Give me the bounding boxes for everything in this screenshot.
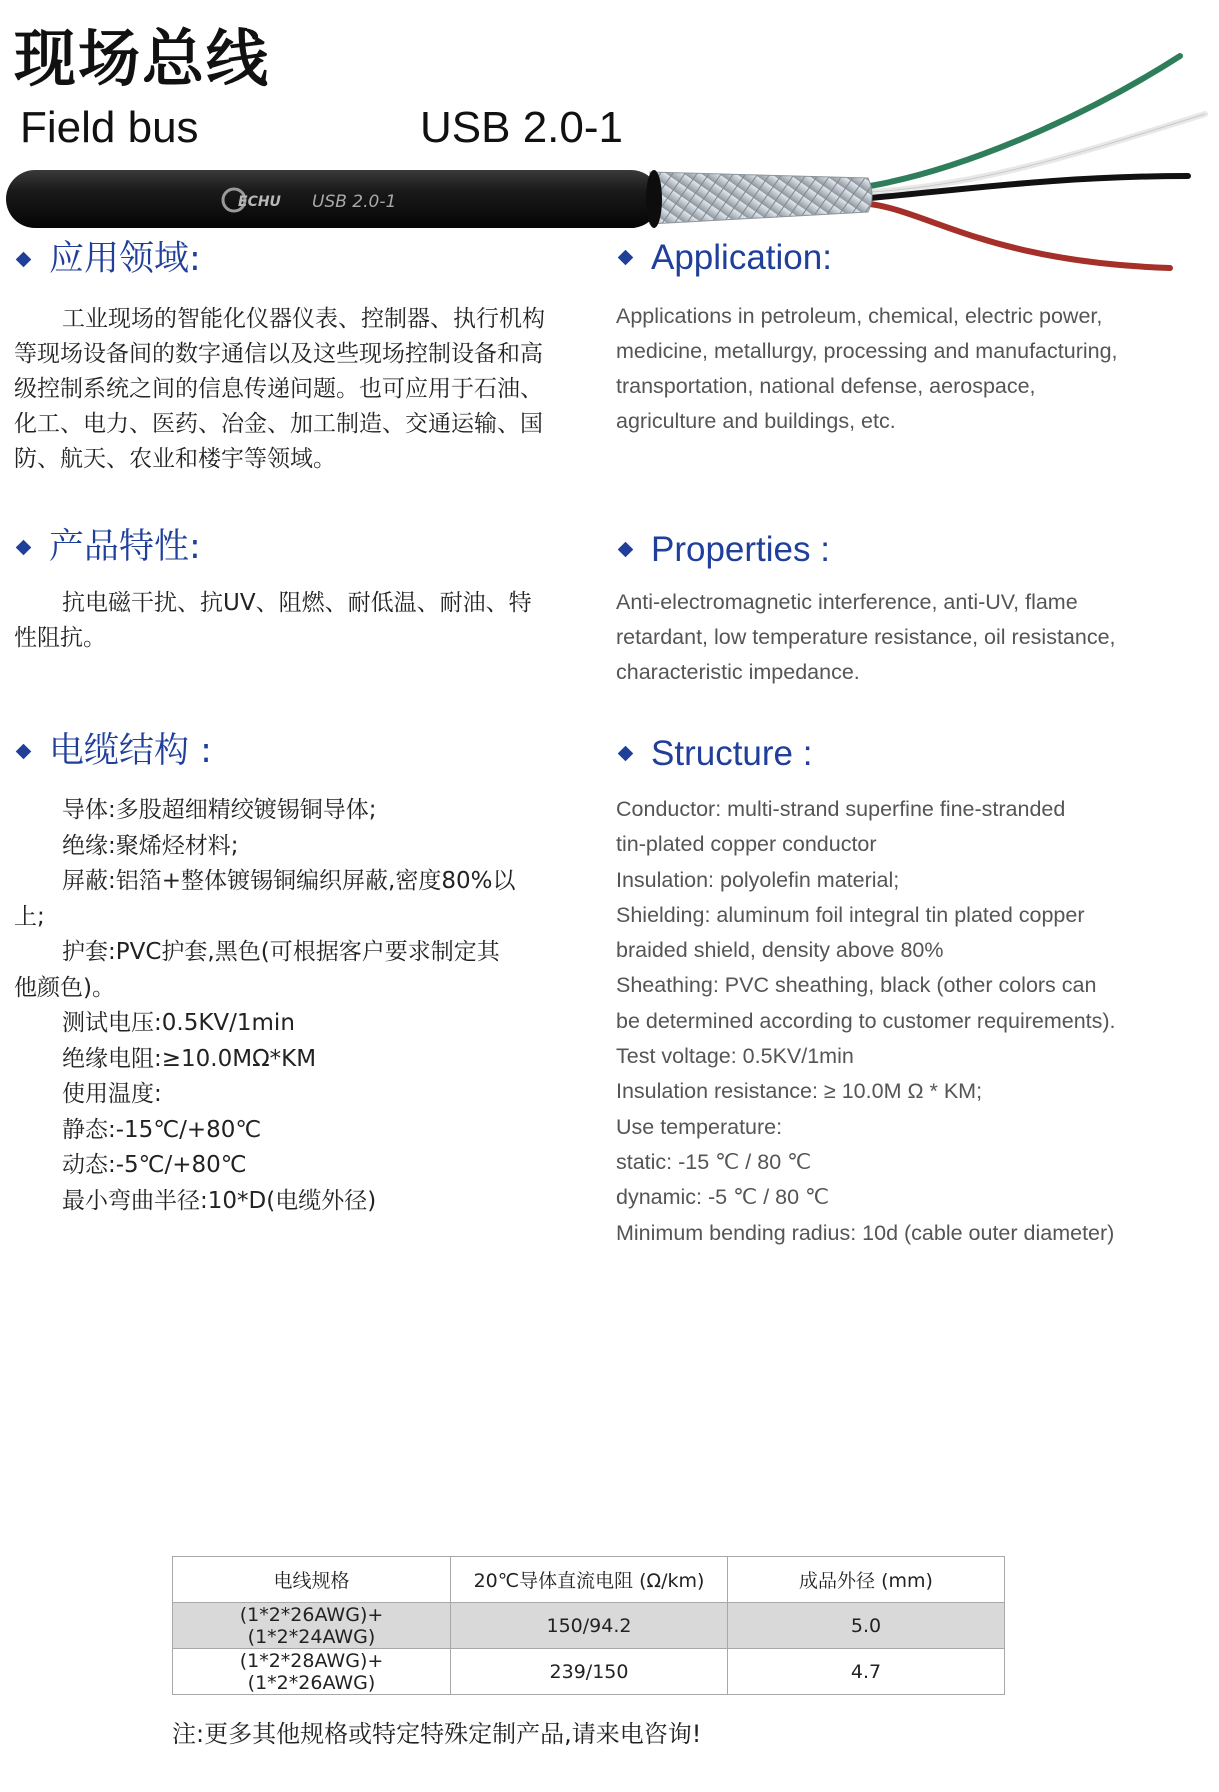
structure-heading-en: Structure : xyxy=(616,736,812,771)
application-heading-cn: 应用领域: xyxy=(14,242,201,277)
table-header-cell: 电线规格 xyxy=(173,1557,451,1603)
cable-brand-print: ECHU xyxy=(238,194,281,210)
properties-heading-cn: 产品特性: xyxy=(14,530,201,565)
properties-text-en: Anti-electromagnetic interference, anti-UV, flame retardant, low temperature resistance, oil resistance, characteristic impedance. xyxy=(616,590,1116,684)
footnote: 注:更多其他规格或特定特殊定制产品,请来电咨询! xyxy=(172,1720,702,1748)
table-cell: (1*2*26AWG)+(1*2*24AWG) xyxy=(173,1603,451,1649)
page-title-en: Field bus xyxy=(20,103,199,152)
properties-text-cn: 抗电磁干扰、抗UV、阻燃、耐低温、耐油、特 性阻抗。 xyxy=(14,590,532,651)
table-header-row xyxy=(173,1557,1005,1603)
application-text-en: Applications in petroleum, chemical, electric power, medicine, metallurgy, processing and manufacturing, transportation, national defense, aerospace, agriculture and buildings, etc. xyxy=(616,304,1118,433)
structure-heading-cn: 电缆结构 : xyxy=(14,734,212,769)
diamond-bullet-icon xyxy=(618,250,634,266)
cable-model-print: USB 2.0-1 xyxy=(312,192,397,212)
properties-heading-en: Properties : xyxy=(616,532,830,567)
braided-shield xyxy=(650,172,872,224)
page-title-cn: 现场总线 xyxy=(14,22,271,95)
diamond-bullet-icon xyxy=(618,746,634,762)
table-cell: 239/150 xyxy=(451,1649,728,1695)
diamond-bullet-icon xyxy=(16,252,32,268)
wire-red xyxy=(870,204,1170,268)
table-cell: 4.7 xyxy=(728,1649,1005,1695)
application-heading-en: Application: xyxy=(616,240,832,275)
model-number: USB 2.0-1 xyxy=(420,103,623,152)
diamond-bullet-icon xyxy=(618,542,634,558)
table-row xyxy=(173,1603,1005,1649)
table-row xyxy=(173,1649,1005,1695)
table-cell: (1*2*28AWG)+(1*2*26AWG) xyxy=(173,1649,451,1695)
application-text-cn: 工业现场的智能化仪器仪表、控制器、执行机构 等现场设备间的数字通信以及这些现场控制设备和高 级控制系统之间的信息传递问题。也可应用于石油、 化工、电力、医药、冶金、加工制造、交通运输、国 防、航天、农业和楼宇等领域。 xyxy=(14,306,545,472)
diamond-bullet-icon xyxy=(16,744,32,760)
table-cell: 150/94.2 xyxy=(451,1603,728,1649)
table-header-cell: 成品外径 (mm) xyxy=(728,1557,1005,1603)
table-header-cell: 20℃导体直流电阻 (Ω/km) xyxy=(451,1557,728,1603)
diamond-bullet-icon xyxy=(16,540,32,556)
structure-text-cn: 导体:多股超细精绞镀锡铜导体; 绝缘:聚烯烃材料; 屏蔽:铝箔+整体镀锡铜编织屏蔽,密度80%以 上; 护套:PVC护套,黑色(可根据客户要求制定其 他颜色)。 测试电压:0.5KV/1min 绝缘电阻:≥10.0MΩ*KM 使用温度: 静态:-15℃/+80℃ 动态:-5℃/+80℃ 最小弯曲半径:10*D(电缆外径) xyxy=(14,797,516,1214)
structure-text-en: Conductor: multi-strand superfine fine-stranded tin-plated copper conductor Insulation: polyolefin material; Shielding: aluminum foil integral tin plated copper braided shield, density above 80% Sheathing: PVC sheathing, black (other colors can be determined according to customer requirements). Test voltage: 0.5KV/1min Insulation resistance: ≥ 10.0M Ω * KM; Use temperature: static: -15 ℃ / 80 ℃ dynamic: -5 ℃ / 80 ℃ Minimum bending radius: 10d (cable outer diameter) xyxy=(616,797,1116,1245)
spec-table xyxy=(172,1556,1005,1695)
table-cell: 5.0 xyxy=(728,1603,1005,1649)
